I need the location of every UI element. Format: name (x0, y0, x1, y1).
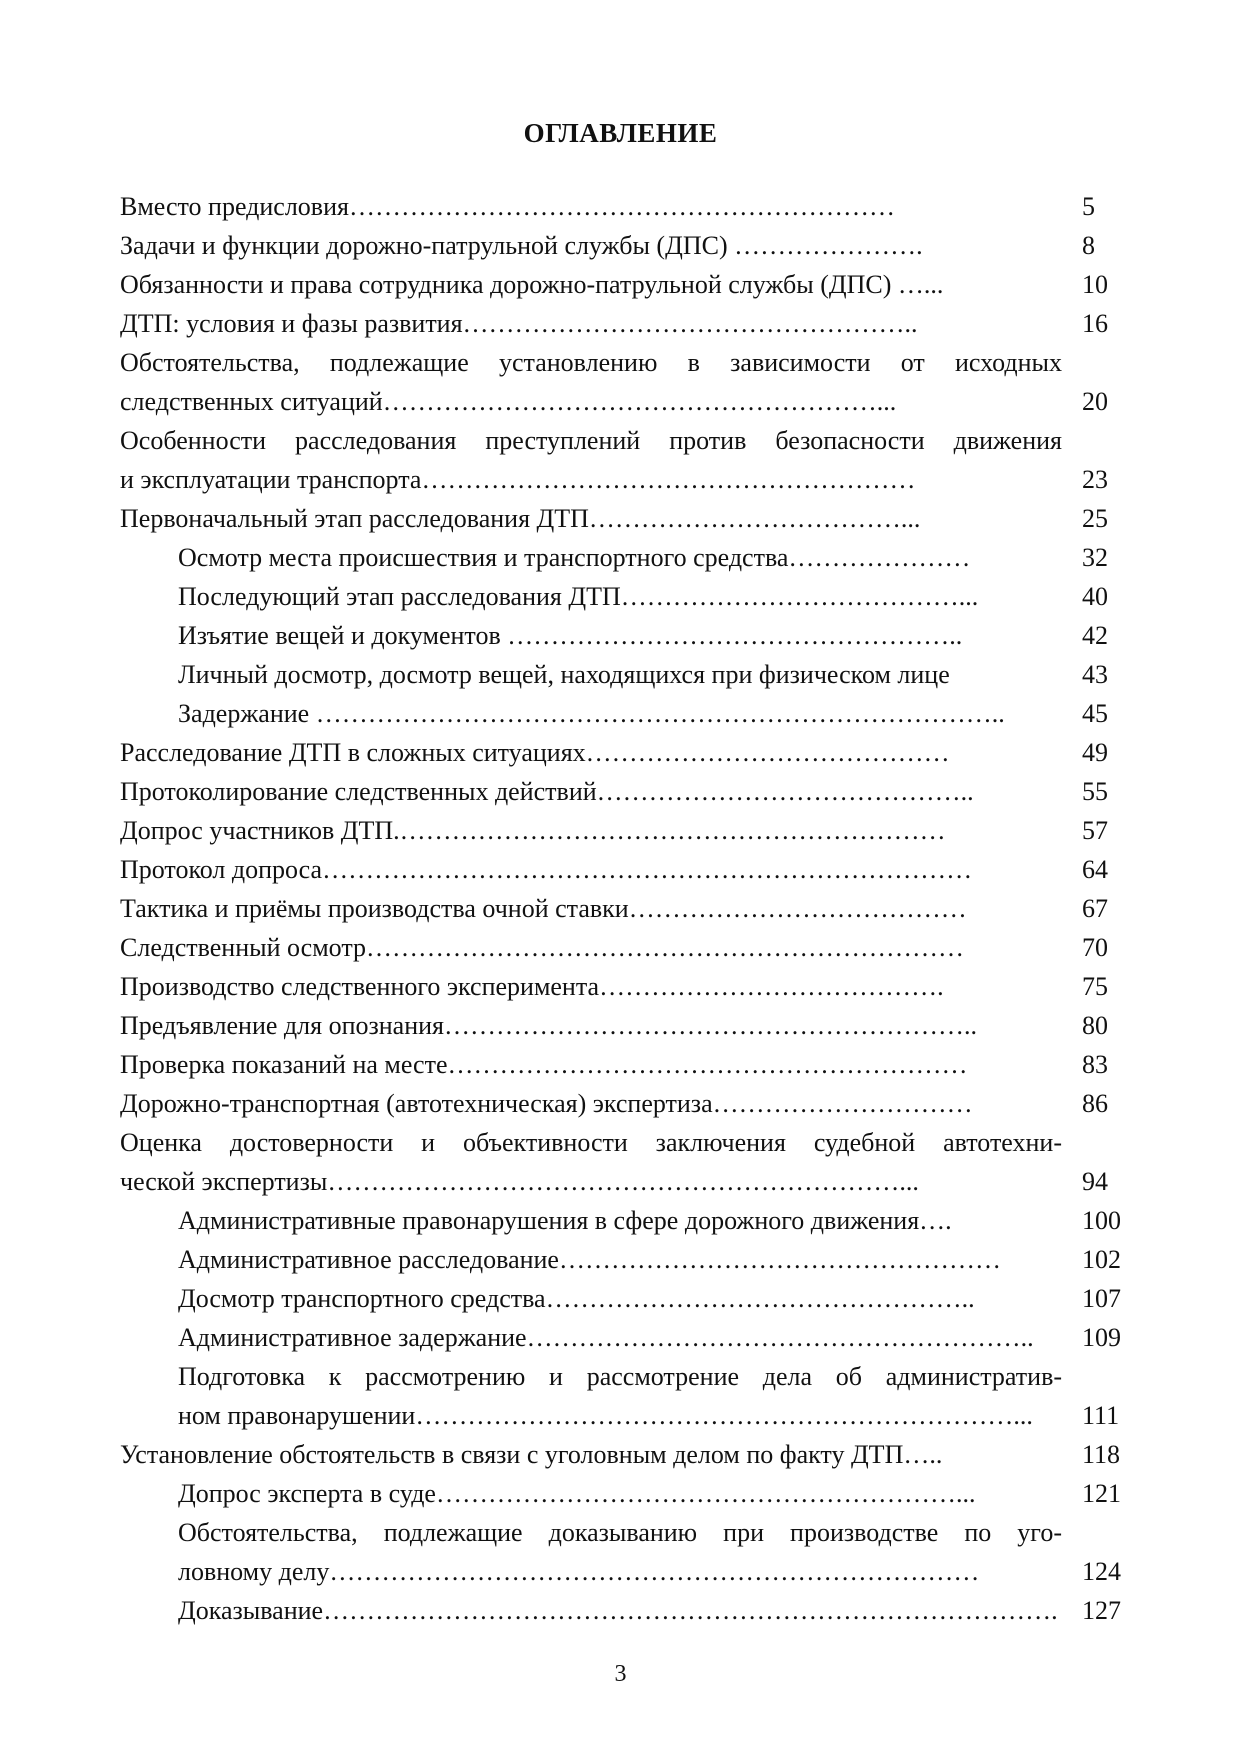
toc-entry-title: Административные правонарушения в сфере дорожного движения…. (178, 1206, 952, 1235)
toc-entry (0, 1162, 1241, 1201)
toc-entry-title: Досмотр транспортного средства………………………………………….. (178, 1284, 975, 1313)
toc-subentry (0, 1318, 1241, 1357)
toc-subentry (0, 1591, 1241, 1630)
toc-entry (0, 226, 1241, 265)
toc-entry-title: Протокол допроса………………………………………………………………… (120, 855, 973, 884)
toc-entry (0, 1435, 1241, 1474)
toc-entry-title: Расследование ДТП в сложных ситуациях…………………………………… (120, 738, 950, 767)
toc-entry-title: Особенности расследования преступлений против безопасности движения (120, 426, 1062, 455)
toc-entry-page: 94 (1082, 1167, 1108, 1196)
toc-entry (0, 928, 1241, 967)
toc-entry-title: Протоколирование следственных действий…………………………………….. (120, 777, 974, 806)
toc-entry (0, 421, 1241, 460)
toc-entry (0, 460, 1241, 499)
toc-entry-title: Проверка показаний на месте…………………………………………………… (120, 1050, 968, 1079)
toc-entry-page: 107 (1082, 1284, 1121, 1313)
toc-subentry (0, 1513, 1241, 1552)
toc-subentry (0, 538, 1241, 577)
toc-entry-title: Первоначальный этап расследования ДТП………………………………... (120, 504, 921, 533)
toc-entry-title: Дорожно-транспортная (автотехническая) экспертиза………………………… (120, 1089, 973, 1118)
toc-entry-title: Установление обстоятельств в связи с уголовным делом по факту ДТП….. (120, 1440, 943, 1469)
toc-entry-title: Административное задержание………………………………………………….. (178, 1323, 1034, 1352)
toc-entry-title: Производство следственного эксперимента…………………………………. (120, 972, 944, 1001)
toc-entry-page: 57 (1082, 816, 1108, 845)
page-title: ОГЛАВЛЕНИЕ (523, 118, 718, 148)
toc-entry-title: Оценка достоверности и объективности заключения судебной автотехни- (120, 1128, 1062, 1157)
toc-entry-title: Допрос эксперта в суде……………………………………………………... (178, 1479, 976, 1508)
toc-entry (0, 343, 1241, 382)
toc-entry-page: 20 (1082, 387, 1108, 416)
page-number: 3 (614, 1661, 627, 1687)
toc-entry (0, 967, 1241, 1006)
toc-entry (0, 304, 1241, 343)
toc-entry-page: 40 (1082, 582, 1108, 611)
table-of-contents (0, 187, 1241, 1630)
toc-entry-title: следственных ситуаций…………………………………………………... (120, 387, 897, 416)
toc-entry-page: 111 (1082, 1401, 1120, 1430)
toc-entry (0, 772, 1241, 811)
toc-entry-page: 102 (1082, 1245, 1121, 1274)
toc-entry-page: 8 (1082, 231, 1095, 260)
toc-entry-title: Обязанности и права сотрудника дорожно-патрульной службы (ДПС) …... (120, 270, 944, 299)
toc-subentry (0, 577, 1241, 616)
toc-entry-page: 23 (1082, 465, 1108, 494)
toc-entry (0, 850, 1241, 889)
toc-entry-page: 100 (1082, 1206, 1121, 1235)
toc-entry-page: 118 (1082, 1440, 1121, 1469)
toc-entry-page: 10 (1082, 270, 1108, 299)
toc-entry-page: 42 (1082, 621, 1108, 650)
toc-subentry (0, 1474, 1241, 1513)
toc-entry-page: 86 (1082, 1089, 1108, 1118)
toc-entry (0, 1045, 1241, 1084)
toc-entry-title: ловному делу………………………………………………………………… (178, 1557, 980, 1586)
toc-entry-title: ном правонарушении……………………………………………………………... (178, 1401, 1033, 1430)
toc-entry-page: 83 (1082, 1050, 1108, 1079)
toc-entry-page: 70 (1082, 933, 1108, 962)
toc-entry-title: и эксплуатации транспорта………………………………………………… (120, 465, 916, 494)
toc-subentry (0, 1240, 1241, 1279)
toc-entry-page: 64 (1082, 855, 1108, 884)
toc-entry-title: Следственный осмотр…………………………………………………………… (120, 933, 964, 962)
toc-entry-page: 109 (1082, 1323, 1121, 1352)
toc-entry-title: ДТП: условия и фазы развития…………………………………………….. (120, 309, 918, 338)
toc-entry-title: Доказывание…………………………………………………………………………. (178, 1596, 1058, 1625)
toc-entry-title: Подготовка к рассмотрению и рассмотрение дела об административ- (178, 1362, 1062, 1391)
toc-entry-title: Допрос участников ДТП.……………………………………………………… (120, 816, 946, 845)
toc-subentry (0, 1396, 1241, 1435)
toc-subentry (0, 1279, 1241, 1318)
toc-entry-page: 124 (1082, 1557, 1121, 1586)
toc-entry (0, 811, 1241, 850)
toc-entry-page: 75 (1082, 972, 1108, 1001)
toc-entry-page: 67 (1082, 894, 1108, 923)
toc-entry-page: 80 (1082, 1011, 1108, 1040)
toc-entry-page: 5 (1082, 192, 1095, 221)
toc-entry-title: Задачи и функции дорожно-патрульной службы (ДПС) …………………. (120, 231, 923, 260)
toc-entry (0, 889, 1241, 928)
toc-entry-title: Вместо предисловия……………………………………………………… (120, 192, 895, 221)
toc-subentry (0, 1357, 1241, 1396)
toc-subentry (0, 616, 1241, 655)
toc-entry (0, 1123, 1241, 1162)
toc-entry-page: 43 (1082, 660, 1108, 689)
toc-entry-page: 25 (1082, 504, 1108, 533)
toc-entry (0, 499, 1241, 538)
toc-entry-page: 127 (1082, 1596, 1121, 1625)
toc-entry (0, 187, 1241, 226)
toc-entry-title: Тактика и приёмы производства очной ставки………………………………… (120, 894, 967, 923)
toc-entry (0, 265, 1241, 304)
toc-entry-title: ческой экспертизы…………………………………………………………... (120, 1167, 919, 1196)
toc-entry-title: Последующий этап расследования ДТП…………………………………... (178, 582, 979, 611)
toc-subentry (0, 1552, 1241, 1591)
toc-entry-page: 49 (1082, 738, 1108, 767)
toc-entry-page: 45 (1082, 699, 1108, 728)
toc-entry-title: Личный досмотр, досмотр вещей, находящихся при физическом лице (178, 660, 950, 689)
toc-entry (0, 1006, 1241, 1045)
toc-entry (0, 1084, 1241, 1123)
toc-entry-page: 16 (1082, 309, 1108, 338)
toc-entry-title: Предъявление для опознания…………………………………………………….. (120, 1011, 978, 1040)
toc-subentry (0, 694, 1241, 733)
toc-entry-title: Обстоятельства, подлежащие установлению в зависимости от исходных (120, 348, 1062, 377)
toc-entry-title: Осмотр места происшествия и транспортного средства………………… (178, 543, 971, 572)
toc-entry-title: Изъятие вещей и документов …………………………………………….. (178, 621, 963, 650)
toc-entry-page: 121 (1082, 1479, 1121, 1508)
toc-entry-title: Обстоятельства, подлежащие доказыванию при производстве по уго- (178, 1518, 1062, 1547)
toc-entry-title: Административное расследование…………………………………………… (178, 1245, 1001, 1274)
toc-subentry (0, 1201, 1241, 1240)
toc-subentry (0, 655, 1241, 694)
toc-entry (0, 382, 1241, 421)
toc-entry-page: 55 (1082, 777, 1108, 806)
toc-entry-page: 32 (1082, 543, 1108, 572)
toc-entry-title: Задержание …………………………………………………………………….. (178, 699, 1005, 728)
toc-entry (0, 733, 1241, 772)
